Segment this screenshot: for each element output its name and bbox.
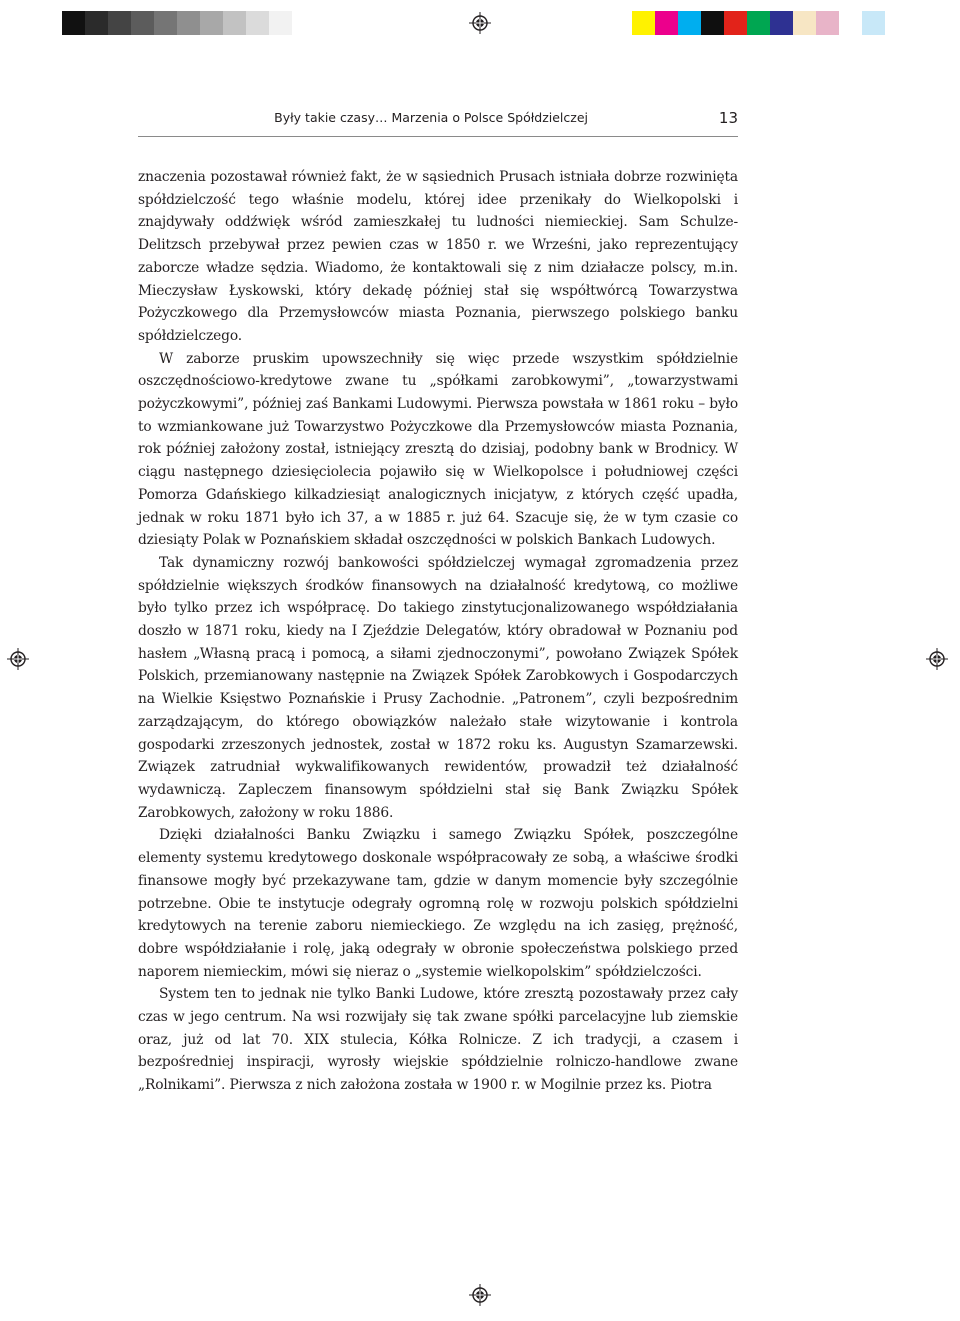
color-swatch [632, 11, 655, 35]
registration-mark-icon [926, 648, 948, 670]
gray-swatch [269, 11, 292, 35]
body-text [138, 166, 738, 1097]
color-swatch [655, 11, 678, 35]
color-swatch [816, 11, 839, 35]
gray-swatch [62, 11, 85, 35]
paragraph: Dzięki działalności Banku Związku i samego Związku Spółek, poszczególne elementy systemu kredytowego doskonale współpracowały ze sobą, a właściwe środki finansowe mogły być przekazywane tam, gdzie w danym momencie były szczególnie potrzebne. Obie te instytucje odegrały ogromną rolę w rozwoju polskich spółdzielni kredytowych na terenie zaboru niemieckiego. Ze względu na ich zasięg, prężność, dobre współdziałanie i rolę, jaką odegrały w obronie społeczeństwa polskiego przed naporem niemieckim, mówi się nieraz o „systemie wielkopolskim” spółdzielczości. [138, 827, 738, 980]
gray-swatch [246, 11, 269, 35]
color-swatch [793, 11, 816, 35]
color-swatch [747, 11, 770, 35]
registration-mark-icon [469, 1284, 491, 1306]
gray-swatch [131, 11, 154, 35]
running-head: Były takie czasy… Marzenia o Polsce Spółdzielczej [274, 110, 588, 125]
color-calibration-bar [632, 11, 885, 35]
color-swatch [724, 11, 747, 35]
registration-mark-icon [7, 648, 29, 670]
paragraph: System ten to jednak nie tylko Banki Ludowe, które zresztą pozostawały przez cały czas w jego centrum. Na wsi rozwijały się tak zwane spółki parcelacyjne lub ziemskie oraz, już od lat 70. XIX stulecia, Kółka Rolnicze. Z ich tradycji, a czasem i bezpośredniej inspiracji, wyrosły wiejskie spółdzielnie rolniczo-handlowe zwane „Rolnikami”. Pierwsza z nich założona została w 1900 r. w Mogilnie przez ks. Piotra [138, 986, 738, 1094]
paragraph: znaczenia pozostawał również fakt, że w sąsiednich Prusach istniała dobrze rozwinięta spółdzielczość tego właśnie modelu, której idee przenikały do Wielkopolski i znajdywały oddźwięk wśród zamieszkałej tu ludności niemieckiej. Sam Schulze-Delitzsch przebywał przez pewien czas w 1850 r. we Wrześni, jako reprezentujący zaborcze władze sędzia. Wiadomo, że kontaktowali się z nim działacze polscy, m.in. Mieczysław Łyskowski, który dekadę później stał się współtwórcą Towarzystwa Pożyczkowego dla Przemysłowców miasta Poznania, pierwszego polskiego banku spółdzielczego. [138, 169, 738, 344]
registration-mark-icon [469, 12, 491, 34]
gray-swatch [177, 11, 200, 35]
color-swatch [701, 11, 724, 35]
color-swatch [862, 11, 885, 35]
paragraph: W zaborze pruskim upowszechniły się więc przede wszystkim spółdzielnie oszczędnościowo-kredytowe zwane tu „spółkami zarobkowymi”, „towarzystwami pożyczkowymi”, później zaś Bankami Ludowymi. Pierwsza powstała w 1861 roku – było to wzmiankowane już Towarzystwo Pożyczkowe dla Przemysłowców miasta Poznania, rok później założony został, istniejący zresztą do dzisiaj, podobny bank w Brodnicy. W ciągu następnego dziesięciolecia pojawiło się w Wielkopolsce i południowej części Pomorza Gdańskiego kilkadziesiąt analogicznych inicjatyw, z których część upadła, jednak w roku 1871 było ich 37, a w 1885 r. już 64. Szacuje się, że w tym czasie co dziesiąty Polak w Poznańskiem składał oszczędności w polskich Bankach Ludowych. [138, 350, 738, 549]
paragraph: Tak dynamiczny rozwój bankowości spółdzielczej wymagał zgromadzenia przez spółdzielnie większych środków finansowych na działalność kredytową, co możliwe było tylko przez ich współpracę. Do takiego zinstytucjonalizowanego współdziałania doszło w 1871 roku, kiedy na I Zjeździe Delegatów, który obradował w Poznaniu pod hasłem „Własną pracą i pomocą, a siłami zjednoczonymi”, powołano Związek Spółek Polskich, przemianowany następnie na Związek Spółek Zarobkowych i Gospodarczych na Wielkie Księstwo Poznańskie i Prusy Zachodnie. „Patronem”, czyli bezpośrednim zarządzającym, do którego obowiązków należało stałe wizytowanie i kontrola gospodarki zrzeszonych jednostek, został w 1872 roku ks. Augustyn Szamarzewski. Związek zatrudniał wykwalifikowanych rewidentów, prowadził też działalność wydawniczą. Zapleczem finansowym spółdzielni stał się Bank Związku Spółek Zarobkowych, założony w roku 1886. [138, 554, 738, 821]
gray-swatch [85, 11, 108, 35]
color-swatch [770, 11, 793, 35]
gray-swatch [154, 11, 177, 35]
color-swatch [678, 11, 701, 35]
page-header [138, 106, 738, 137]
gray-swatch [200, 11, 223, 35]
page-number: 13 [718, 109, 738, 127]
grayscale-calibration-bar [62, 11, 292, 35]
gray-swatch [223, 11, 246, 35]
color-swatch [839, 11, 862, 35]
gray-swatch [108, 11, 131, 35]
